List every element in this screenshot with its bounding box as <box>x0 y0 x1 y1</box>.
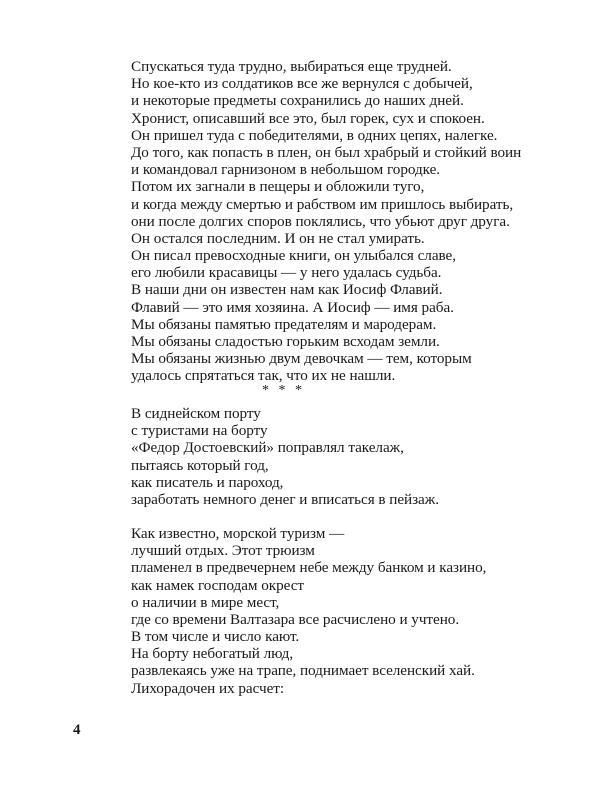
poem-line: где со времени Валтазара все расчислено и учтено. <box>131 610 460 628</box>
poem-line: как писатель и пароход, <box>131 473 284 491</box>
stanza-4 <box>131 628 571 697</box>
poem-line: В сиднейском порту <box>131 405 261 422</box>
poem-line: пламенел в предвечернем небе между банком и казино, <box>131 559 487 577</box>
stanza-3 <box>131 525 571 628</box>
poem-line: развлекаясь уже на трапе, поднимает вселенский хай. <box>131 662 475 680</box>
poem-line: и некоторые предметы сохранились до наших дней. <box>131 92 464 110</box>
poem-line: Хронист, описавший все это, был горек, сух и спокоен. <box>131 109 485 127</box>
poem-line: пытаясь который год, <box>131 456 269 474</box>
poem-line: Спускаться туда трудно, выбираться еще трудней. <box>131 58 452 75</box>
stanza-2 <box>131 405 571 508</box>
poem-line: На борту небогатый люд, <box>131 645 294 663</box>
poem-line: Лихорадочен их расчет: <box>131 679 285 697</box>
poem-line: Потом их загнали в пещеры и обложили туго, <box>131 178 425 196</box>
poem-line: они после долгих споров поклялись, что убьют друг друга. <box>131 212 510 230</box>
poem-line: Он писал превосходные книги, он улыбался славе, <box>131 247 456 265</box>
poem-line: о наличии в мире мест, <box>131 593 280 611</box>
poem-line: В том числе и число кают. <box>131 628 300 645</box>
stanza-1 <box>131 58 571 385</box>
poem-line: Как известно, морской туризм — <box>131 525 345 542</box>
poem-line: Но кое-кто из солдатиков все же вернулся с добычей, <box>131 75 473 93</box>
poem-line: и когда между смертью и рабством им пришлось выбирать, <box>131 195 514 213</box>
poem-line: удалось спрятаться так, что их не нашли. <box>131 367 396 385</box>
poem-line: Он остался последним. И он не стал умирать. <box>131 229 425 247</box>
poem-line: Он пришел туда с победителями, в одних цепях, налегке. <box>131 126 498 144</box>
poem-line: «Федор Достоевский» поправлял такелаж, <box>131 439 404 457</box>
poem-line: В наши дни он известен нам как Иосиф Флавий. <box>131 281 443 299</box>
poem-line: До того, как попасть в плен, он был храбрый и стойкий воин <box>131 143 522 161</box>
poem-line: его любили красавицы — у него удалась судьба. <box>131 264 442 282</box>
poem-line: с туристами на борту <box>131 422 268 440</box>
poem-line: Мы обязаны памятью предателям и мародерам. <box>131 315 437 333</box>
poem-line: заработать немного денег и вписаться в пейзаж. <box>131 490 439 508</box>
page-number: 4 <box>73 722 81 738</box>
poem-line: и командовал гарнизоном в небольшом городке. <box>131 161 441 179</box>
section-separator: * * * <box>262 383 305 398</box>
poem-line: как намек господам окрест <box>131 576 304 594</box>
poem-line: Флавий — это имя хозяина. А Иосиф — имя раба. <box>131 298 454 316</box>
poem-line: Мы обязаны жизнью двум девочкам — тем, которым <box>131 350 472 368</box>
poem-line: лучший отдых. Этот трюизм <box>131 542 315 560</box>
poem-line: Мы обязаны сладостью горьким всходам земли. <box>131 333 440 350</box>
